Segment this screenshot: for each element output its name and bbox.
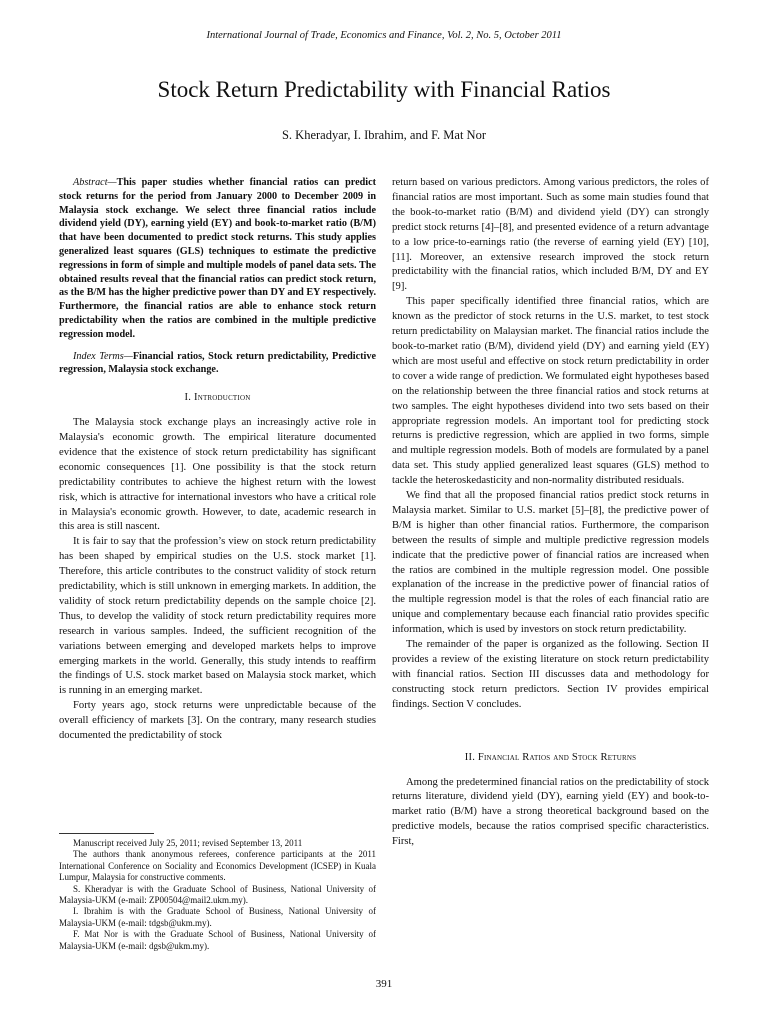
body-paragraph: It is fair to say that the profession’s view on stock return predictability has been shaped by empirical studies on the U.S. stock market [1]. Therefore, this article contributes to the construct validity of stock return predictability, which is still unknown in emerging markets. In addition, the validity of stock return predictability depends on the sample choice [2]. Thus, to develop the validity of stock return predictability requires more research in various samples. Indeed, the sufficient recognition of the variations between emerging and developed markets helps to improve emerging markets in the world. Generally, this study intends to reaffirm the findings of U.S. stock market based on Malaysia stock market, which is running in an emerging market. — [59, 536, 376, 697]
footnote: F. Mat Nor is with the Graduate School of Business, National University of Malaysia-UKM (e-mail: dgsb@ukm.my). — [59, 929, 376, 951]
abstract — [59, 176, 376, 342]
footnotes — [59, 838, 376, 952]
body-paragraph: We find that all the proposed financial ratios predict stock returns in Malaysia market. Similar to U.S. market [5]–[8], the predictive power of B/M is higher than other financial ratios. Furthermore, the comparison between the results of simple and multiple predictive regression models indicate that the predictive power of financial ratios are increased when the ratios are combined in the multiple regression model. One possible explanation of the increase in the predictive power of financial ratios of the multiple regression model is that the roles of each financial ratio are unique and complementary because each financial ratio provides specific information, which is used by investors on stock return predictability. — [392, 490, 709, 636]
body-paragraph: Forty years ago, stock returns were unpredictable because of the overall efficiency of markets [3]. On the contrary, many research studies documented the predictability of stock — [59, 700, 376, 742]
paper-title: Stock Return Predictability with Financial Ratios — [157, 77, 611, 102]
footnote-divider — [59, 833, 154, 834]
body-paragraph: This paper specifically identified three financial ratios, which are known as the predictor of stock returns in the U.S. market, to test stock return predictability on Malaysian market. The financial ratios include the book-to-market ratio (B/M), dividend yield (DY) and earning yield (EY) which are most useful and effective on stock return predictability in order to cover a wide range of prediction. We formulated eight hypotheses based on the relationship between the three financial ratios and stock returns at two samples. The eight hypotheses dividend into two sets based on their appropriate regression models. An important tool for predicting stock returns is predictive regression, which are applied in two forms, simple and multiple regression models. Both of models are formulated by a panel data set. This study applied generalized least squares (GLS) method to tackle the heteroskedasticity and non-normality distributed residuals. — [392, 296, 709, 487]
author-list: S. Kheradyar, I. Ibrahim, and F. Mat Nor — [281, 128, 486, 142]
index-terms — [59, 350, 376, 378]
section-heading-introduction: I. Introduction — [184, 392, 251, 404]
journal-header: International Journal of Trade, Economics and Finance, Vol. 2, No. 5, October 2011 — [206, 30, 562, 41]
body-paragraph: return based on various predictors. Among various predictors, the roles of financial ratios are most important. Such as some main studies found that the book-to-market ratio (B/M) and dividend yield (DY) can strongly predict stock returns [4]–[8], and presented evidence of a return advantage to a low price-to-earnings ratio (the reverse of earning yield (EY) [10], [11]. Moreover, an extensive research improved the stock return predictability with the financial ratios, which included B/M, DY and EY [9]. — [392, 177, 709, 293]
section-heading-financial-ratios: II. Financial Ratios and Stock Returns — [464, 751, 637, 763]
left-column — [59, 176, 376, 744]
index-terms-text: Financial ratios, Stock return predictability, Predictive regression, Malaysia stock exchange. — [59, 350, 376, 376]
body-paragraph: The Malaysia stock exchange plays an increasingly active role in Malaysia's economic growth. The empirical literature documented evidence that the existence of stock return predictability has significant economic consequences [1]. One possibility is that the stock return predictability contributes to achieve the highest return with the lowest risk, which is attractive for international investors who have a critical role in Malaysia's economic growth. However, to date, academic research in this area is still nascent. — [59, 417, 376, 533]
abstract-label: Abstract— — [73, 177, 117, 188]
footnote: The authors thank anonymous referees, conference participants at the 2011 International Conference on Sociality and Economics Development (ICSEP) in Kuala Lumpur, Malaysia for constructive comments. — [59, 849, 376, 883]
page-number: 391 — [375, 978, 393, 990]
index-terms-label: Index Terms— — [73, 350, 133, 362]
abstract-text: This paper studies whether financial ratios can predict stock returns for the period from January 2000 to December 2009 in Malaysia stock exchange. We select three financial ratios include dividend yield (DY), earning yield (EY) and book-to-market ratio (B/M) that have been documented to predict stock returns. This study applies generalized least squares (GLS) techniques to estimate the predictive regressions in form of simple and multiple models of panel data sets. The obtained results reveal that the financial ratios can predict stock return, as the B/M has the higher predictive power than DY and EY respectively. Furthermore, the financial ratios are able to enhance stock return predictability when the ratios are combined in the multiple predictive regression model. — [59, 177, 376, 340]
body-paragraph: The remainder of the paper is organized as the following. Section II provides a review of the existing literature on stock return predictability with financial ratios. Section III discusses data and methodology for constructing stock return predictors. Section IV provides empirical findings. Section V concludes. — [392, 639, 709, 710]
footnote: S. Kheradyar is with the Graduate School of Business, National University of Malaysia-UKM (e-mail: ZP00504@mail2.ukm.my). — [59, 883, 376, 906]
footnote: Manuscript received July 25, 2011; revised September 13, 2011 — [73, 838, 303, 848]
right-column — [392, 176, 709, 850]
body-paragraph: Among the predetermined financial ratios on the predictability of stock returns literature, dividend yield (DY), earning yield (EY) and book-to-market ratio (B/M) have a strong theoretical background based on the predictive models, because the ratios comprised specific characteristics. First, — [392, 776, 709, 848]
footnote: I. Ibrahim is with the Graduate School of Business, National University of Malaysia-UKM (e-mail: tdgsb@ukm.my). — [59, 906, 376, 928]
